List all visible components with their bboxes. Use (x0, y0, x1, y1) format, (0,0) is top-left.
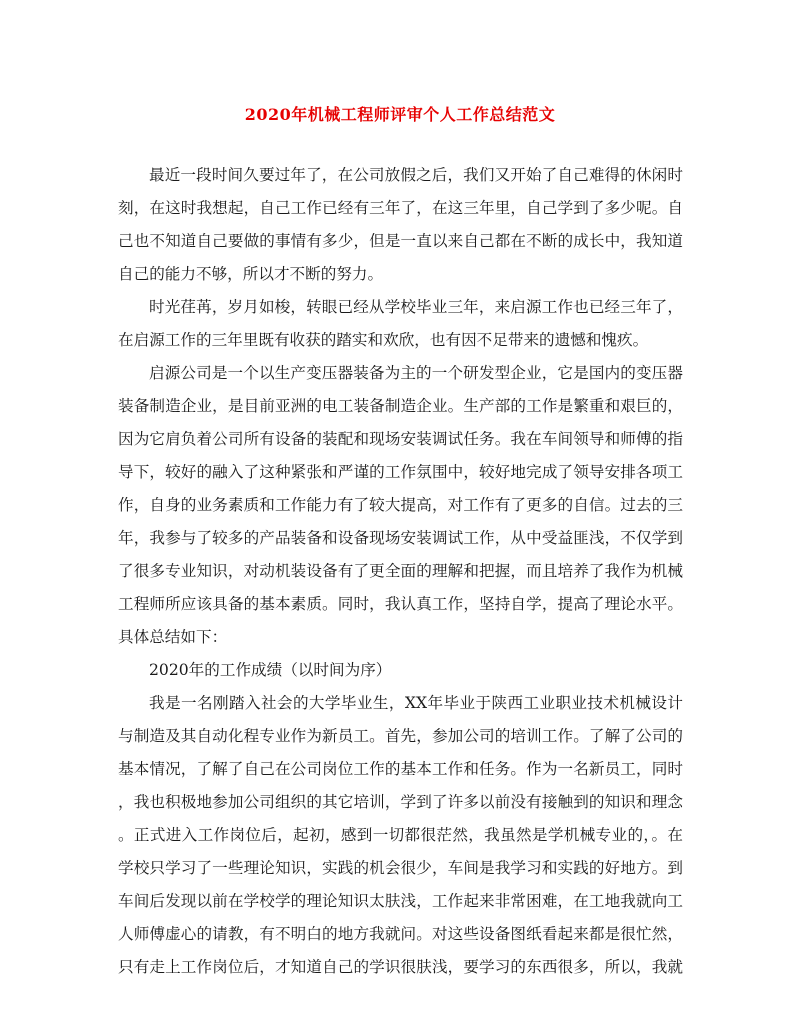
text-line: 基本情况，了解了自己在公司岗位工作的基本工作和任务。作为一名新员工，同时 (118, 760, 683, 778)
text-line: 作，自身的业务素质和工作能力有了较大提高，对工作有了更多的自信。过去的三 (118, 496, 683, 514)
text-line: 工程师所应该具备的基本素质。同时，我认真工作，坚持自学，提高了理论水平。 (118, 595, 683, 613)
text-line: 具体总结如下： (118, 628, 228, 646)
text-line: 车间后发现以前在学校学的理论知识太肤浅，工作起来非常困难，在工地我就向工 (118, 892, 683, 910)
text-line: 最近一段时间久要过年了，在公司放假之后，我们又开始了自己难得的休闲时 (149, 166, 683, 184)
document-title: 2020年机械工程师评审个人工作总结范文 (244, 105, 556, 124)
text-line: 装备制造企业，是目前亚洲的电工装备制造企业。生产部的工作是繁重和艰巨的， (118, 397, 683, 415)
text-line: 只有走上工作岗位后，才知道自己的学识很肤浅，要学习的东西很多，所以，我就 (118, 958, 683, 976)
section-heading: 2020年的工作成绩（以时间为序） (149, 661, 392, 679)
text-line: 学校只学习了一些理论知识，实践的机会很少，车间是我学习和实践的好地方。到 (118, 859, 683, 877)
text-line: 自己的能力不够，所以才不断的努力。 (118, 265, 384, 283)
text-line: 启源公司是一个以生产变压器装备为主的一个研发型企业，它是国内的变压器 (149, 364, 683, 382)
text-line: 人师傅虚心的请教，有不明白的地方我就问。对这些设备图纸看起来都是很忙然， (118, 925, 683, 943)
text-line: 我是一名刚踏入社会的大学毕业生，XX年毕业于陕西工业职业技术机械设计 (149, 694, 683, 712)
text-line: 。正式进入工作岗位后，起初，感到一切都很茫然，我虽然是学机械专业的，。在 (118, 826, 683, 844)
text-line: 在启源工作的三年里既有收获的踏实和欢欣，也有因不足带来的遗憾和愧疚。 (118, 331, 649, 349)
text-line: 导下，较好的融入了这种紧张和严谨的工作氛围中，较好地完成了领导安排各项工 (118, 463, 683, 481)
text-line: 刻，在这时我想起，自己工作已经有三年了，在这三年里，自己学到了多少呢。自 (118, 199, 683, 217)
text-line: 因为它肩负着公司所有设备的装配和现场安装调试任务。我在车间领导和师傅的指 (118, 430, 683, 448)
text-line: 年，我参与了较多的产品装备和设备现场安装调试工作，从中受益匪浅，不仅学到 (118, 529, 683, 547)
text-line: 了很多专业知识，对动机装设备有了更全面的理解和把握，而且培养了我作为机械 (118, 562, 683, 580)
text-line: 与制造及其自动化程专业作为新员工。首先，参加公司的培训工作。了解了公司的 (118, 727, 683, 745)
text-line: 时光荏苒，岁月如梭，转眼已经从学校毕业三年，来启源工作也已经三年了， (149, 298, 683, 316)
text-line: 己也不知道自己要做的事情有多少，但是一直以来自己都在不断的成长中，我知道 (118, 232, 683, 250)
text-line: ，我也积极地参加公司组织的其它培训，学到了许多以前没有接触到的知识和理念 (118, 793, 683, 811)
